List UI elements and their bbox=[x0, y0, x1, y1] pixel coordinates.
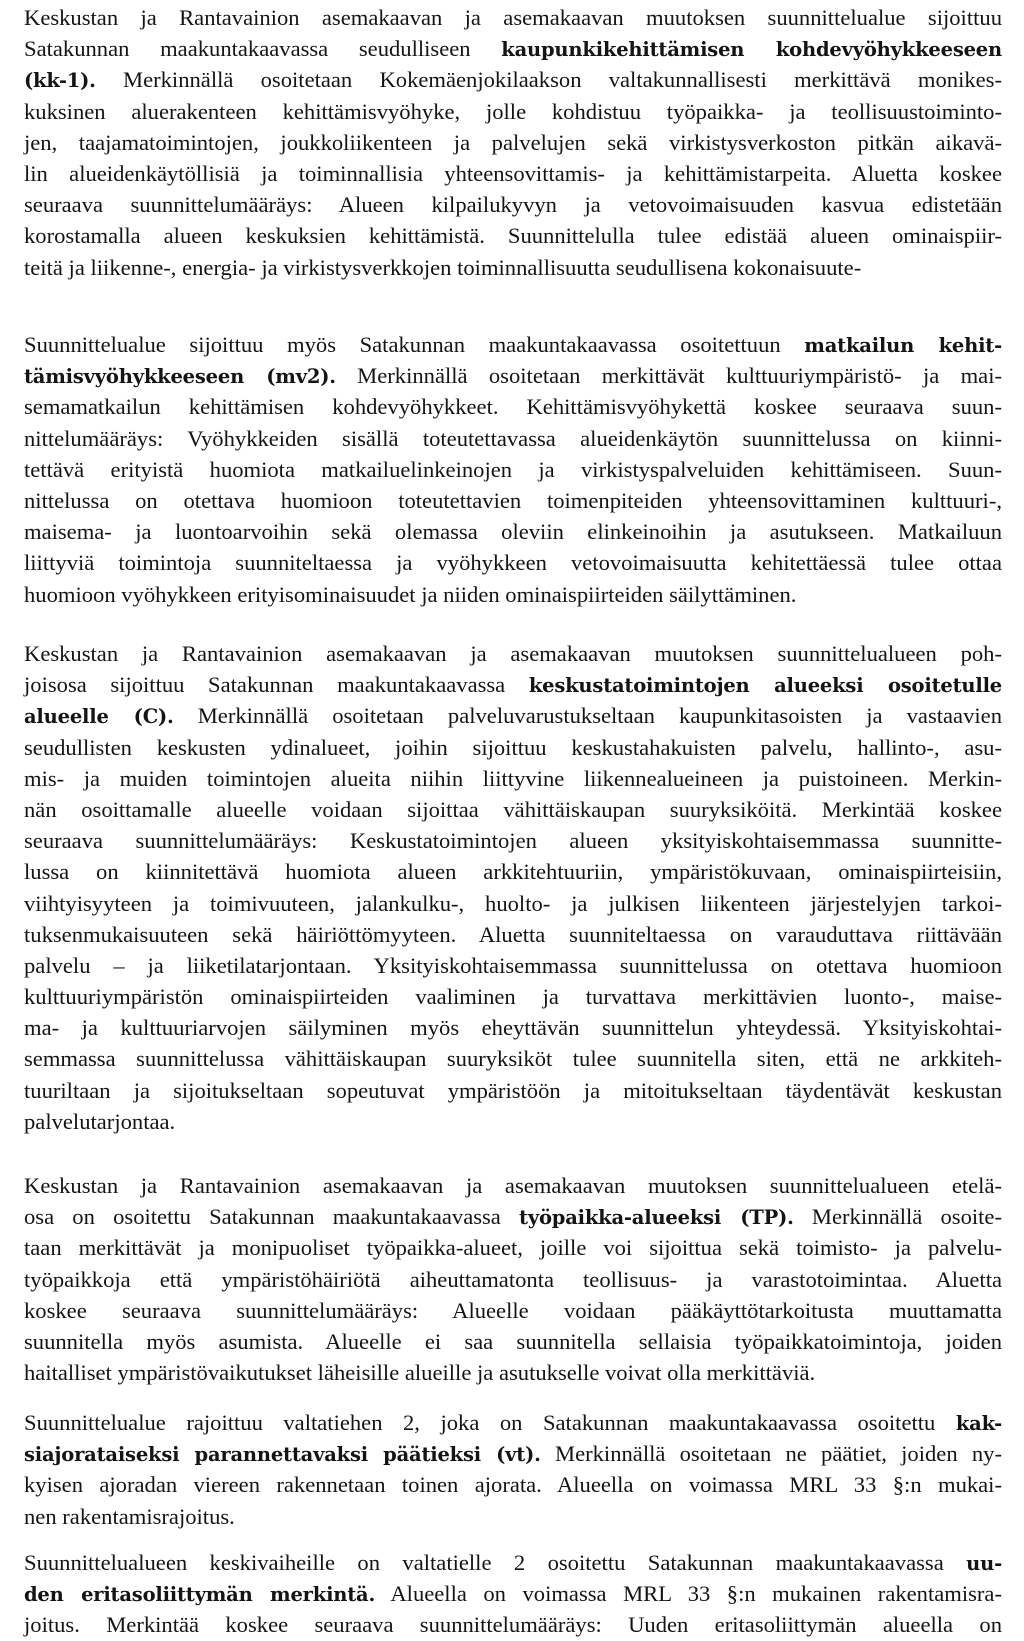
text-line bbox=[24, 1264, 1002, 1295]
text-run: palvelu – ja liiketilatarjontaan. Yksityiskohtaisemmassa suunnittelussa on otettava huomioon bbox=[24, 952, 1002, 978]
text-run: seudullisten keskusten ydinalueet, joihin sijoittuu keskustahakuisten palvelu, hallinto-, asu- bbox=[24, 734, 1002, 760]
text-run: lussa on kiinnitettävä huomiota alueen arkkitehtuuriin, ympäristökuvaan, ominaispiirteisiin, bbox=[24, 859, 1002, 885]
text-line bbox=[24, 1407, 1002, 1438]
text-run: lin alueidenkäytöllisiä ja toiminnallisia yhteensovittamis- ja kehittämistarpeita. Aluetta koskee bbox=[24, 160, 1002, 186]
text-run: osa on osoitettu Satakunnan maakuntakaavassa bbox=[24, 1204, 520, 1230]
text-line bbox=[24, 220, 1002, 251]
paragraph-tp bbox=[24, 1170, 1002, 1388]
text-run: Keskustan ja Rantavainion asemakaavan ja asemakaavan muutoksen suunnittelualueen etelä- bbox=[24, 1173, 1002, 1198]
bold-term: siajorataiseksi parannettavaksi päätieksi (vt). bbox=[24, 1443, 541, 1467]
text-run: koskee seuraava suunnittelumääräys: Alueelle voidaan pääkäyttötarkoitusta muuttamatta bbox=[24, 1297, 1002, 1323]
text-run: Satakunnan maakuntakaavassa seudulliseen bbox=[24, 36, 502, 62]
text-line bbox=[24, 638, 1002, 669]
text-line bbox=[24, 981, 1002, 1012]
text-run: jen, taajamatoimintojen, joukkoliikenteen ja palvelujen sekä virkistysverkoston pitkän aikavä- bbox=[24, 129, 1002, 155]
text-run: tuksenmukaisuuteen sekä häiriöttömyyteen. Aluetta suunniteltaessa on varauduttava riittävään bbox=[24, 921, 1002, 947]
text-run: Suunnittelualue sijoittuu myös Satakunnan maakuntakaavassa osoitettuun bbox=[24, 332, 805, 357]
text-line bbox=[24, 1326, 1002, 1357]
text-run: joitus. Merkintää koskee seuraava suunnittelumääräys: Uuden eritasoliittymän alueella on bbox=[24, 1612, 1002, 1638]
text-run: kyisen ajoradan viereen rakennetaan toinen ajorata. Alueella on voimassa MRL 33 §:n mukai- bbox=[24, 1472, 1002, 1498]
text-run: Merkinnällä osoitetaan ne päätiet, joiden ny- bbox=[540, 1441, 1002, 1467]
text-line bbox=[24, 1609, 1002, 1640]
text-run: kuksinen aluerakenteen kehittämisvyöhyke, jolle kohdistuu työpaikka- ja teollisuustoiminto- bbox=[24, 98, 1002, 124]
text-line bbox=[24, 189, 1002, 220]
text-line bbox=[24, 700, 1002, 731]
text-run: Keskustan ja Rantavainion asemakaavan ja asemakaavan muutoksen suunnittelualue sijoittuu bbox=[24, 5, 1002, 30]
text-line bbox=[24, 1201, 1002, 1232]
text-run: mis- ja muiden toimintojen alueita niihin liittyvine liikennealueineen ja puistoineen. Merkin- bbox=[24, 765, 1002, 791]
bold-term: den eritasoliittymän merkintä. bbox=[24, 1583, 376, 1607]
paragraph-c bbox=[24, 638, 1002, 1137]
paragraph-mv2 bbox=[24, 329, 1002, 610]
text-line bbox=[24, 1232, 1002, 1263]
text-line bbox=[24, 2, 1002, 33]
text-run: nittelussa on otettava huomioon toteutettavien toimenpiteiden yhteensovittaminen kulttuuri-, bbox=[24, 487, 1002, 513]
text-run: Keskustan ja Rantavainion asemakaavan ja asemakaavan muutoksen suunnittelualueen poh- bbox=[24, 641, 1002, 666]
text-run: nän osoittamalle alueelle voidaan sijoittaa vähittäiskaupan suuryksiköitä. Merkintää koskee bbox=[24, 796, 1002, 822]
bold-term: kak- bbox=[955, 1412, 1002, 1435]
text-run: suunnitella myös asumista. Alueelle ei saa suunnitella sellaisia työpaikkatoimintoja, joiden bbox=[24, 1328, 1002, 1354]
text-line bbox=[24, 794, 1002, 825]
text-line bbox=[24, 33, 1002, 64]
text-line bbox=[24, 485, 1002, 516]
text-run: Merkinnällä osoite- bbox=[793, 1204, 1002, 1230]
text-line bbox=[24, 669, 1002, 700]
text-run: ma- ja kulttuuriarvojen säilyminen myös eheyttävän suunnittelun yhteydessä. Yksityiskohtai- bbox=[24, 1015, 1002, 1041]
text-run: Suunnittelualueen keskivaiheille on valtatielle 2 osoitettu Satakunnan maakuntakaavassa bbox=[24, 1550, 967, 1575]
text-line bbox=[24, 856, 1002, 887]
text-line bbox=[24, 1170, 1002, 1201]
text-run: huomioon vyöhykkeen erityisominaisuudet ja niiden ominaispiirteiden säilyttäminen. bbox=[24, 581, 797, 607]
bold-term: alueelle (C). bbox=[24, 705, 174, 729]
text-run: Merkinnällä osoitetaan merkittävät kulttuuriympäristö- ja mai- bbox=[335, 363, 1002, 389]
text-run: nittelumääräys: Vyöhykkeiden sisällä toteutettavassa alueidenkäytön suunnittelussa on kiinni- bbox=[24, 425, 1002, 451]
text-run: haitalliset ympäristövaikutukset läheisille alueille ja asutukselle voivat olla merkittäviä. bbox=[24, 1360, 816, 1386]
text-line bbox=[24, 950, 1002, 981]
text-run: Suunnittelualue rajoittuu valtatiehen 2, joka on Satakunnan maakuntakaavassa osoitettu bbox=[24, 1410, 956, 1435]
text-line bbox=[24, 1043, 1002, 1074]
text-line bbox=[24, 516, 1002, 547]
text-line bbox=[24, 391, 1002, 422]
text-line bbox=[24, 360, 1002, 391]
text-line bbox=[24, 96, 1002, 127]
bold-term: matkailun kehit- bbox=[804, 334, 1002, 357]
text-line bbox=[24, 1438, 1002, 1469]
text-run: semamatkailun kehittämisen kohdevyöhykkeet. Kehittämisvyöhykettä koskee seuraava suun- bbox=[24, 394, 1002, 420]
text-run: Merkinnällä osoitetaan Kokemäenjokilaakson valtakunnallisesti merkittävä monikes- bbox=[95, 67, 1002, 93]
text-run: työpaikkoja että ympäristöhäiriötä aiheuttamatonta teollisuus- ja varastotoimintaa. Aluetta bbox=[24, 1266, 1002, 1292]
text-line bbox=[24, 732, 1002, 763]
text-run: seuraava suunnittelumääräys: Alueen kilpailukyvyn ja vetovoimaisuuden kasvua edistetään bbox=[24, 192, 1002, 218]
text-run: seuraava suunnittelumääräys: Keskustatoimintojen alueen yksityiskohtaisemmassa suunnitte- bbox=[24, 828, 1002, 854]
text-run: taan merkittävät ja monipuoliset työpaikka-alueet, joille voi sijoittua sekä toimisto- ja palvelu- bbox=[24, 1235, 1002, 1261]
text-run: teitä ja liikenne-, energia- ja virkistysverkkojen toiminnallisuutta seudullisena kokonaisuute- bbox=[24, 254, 862, 280]
text-line bbox=[24, 423, 1002, 454]
text-run: kulttuuriympäristön ominaispiirteiden vaaliminen ja turvattava merkittävien luonto-, maise- bbox=[24, 984, 1002, 1010]
bold-term: tämisvyöhykkeeseen (mv2). bbox=[24, 365, 336, 389]
text-run: nen rakentamisrajoitus. bbox=[24, 1503, 235, 1529]
text-line bbox=[24, 64, 1002, 95]
text-line bbox=[24, 1295, 1002, 1326]
text-run: tettävä erityistä huomiota matkailuelinkeinojen ja virkistyspalveluiden kehittämiseen. Suun- bbox=[24, 456, 1002, 482]
text-run: korostamalla alueen keskuksien kehittämistä. Suunnittelulla tulee edistää alueen ominaispiir- bbox=[24, 223, 1002, 249]
text-run: tuuriltaan ja sijoitukseltaan sopeutuvat ympäristöön ja mitoitukseltaan täydentävät keskustan bbox=[24, 1077, 1002, 1103]
text-run: Merkinnällä osoitetaan palveluvarustukseltaan kaupunkitasoisten ja vastaavien bbox=[173, 703, 1002, 729]
text-line bbox=[24, 1547, 1002, 1578]
bold-term: (kk-1). bbox=[24, 69, 96, 93]
paragraph-kk1 bbox=[24, 2, 1002, 283]
paragraph-eritasoliittyma bbox=[24, 1547, 1002, 1641]
text-line bbox=[24, 547, 1002, 578]
text-line bbox=[24, 1012, 1002, 1043]
text-line bbox=[24, 825, 1002, 856]
bold-term: keskustatoimintojen alueeksi osoitetulle bbox=[528, 674, 1002, 698]
text-line bbox=[24, 579, 1002, 610]
text-line bbox=[24, 454, 1002, 485]
text-run: maisema- ja luontoarvoihin sekä olemassa oleviin elinkeinoihin ja asutukseen. Matkailuun bbox=[24, 519, 1002, 545]
text-run: palvelutarjontaa. bbox=[24, 1108, 176, 1134]
text-line bbox=[24, 1357, 1002, 1388]
text-line bbox=[24, 763, 1002, 794]
text-run: joisosa sijoittuu Satakunnan maakuntakaavassa bbox=[24, 672, 529, 698]
text-run: Alueella on voimassa MRL 33 §:n mukainen rakentamisra- bbox=[375, 1581, 1002, 1607]
text-line bbox=[24, 329, 1002, 360]
text-line bbox=[24, 1501, 1002, 1532]
bold-term: työpaikka-alueeksi (TP). bbox=[519, 1206, 794, 1230]
bold-term: uu- bbox=[966, 1552, 1002, 1575]
bold-term: kaupunkikehittämisen kohdevyöhykkeeseen bbox=[501, 38, 1002, 62]
text-line bbox=[24, 919, 1002, 950]
text-line bbox=[24, 127, 1002, 158]
text-line bbox=[24, 1075, 1002, 1106]
text-line bbox=[24, 158, 1002, 189]
text-line bbox=[24, 252, 1002, 283]
text-line bbox=[24, 1106, 1002, 1137]
text-run: liittyviä toimintoja suunniteltaessa ja vyöhykkeen vetovoimaisuutta kehitettäessä tulee ottaa bbox=[24, 550, 1002, 576]
text-run: viihtyisyyteen ja toimivuuteen, jalankulku-, huolto- ja julkisen liikenteen järjestelyjen tarkoi- bbox=[24, 890, 1002, 916]
text-run: semmassa suunnittelussa vähittäiskaupan suuryksiköt tulee suunnitella siten, että ne arkkiteh- bbox=[24, 1046, 1002, 1072]
text-line bbox=[24, 1469, 1002, 1500]
text-line bbox=[24, 888, 1002, 919]
text-line bbox=[24, 1578, 1002, 1609]
paragraph-vt bbox=[24, 1407, 1002, 1532]
